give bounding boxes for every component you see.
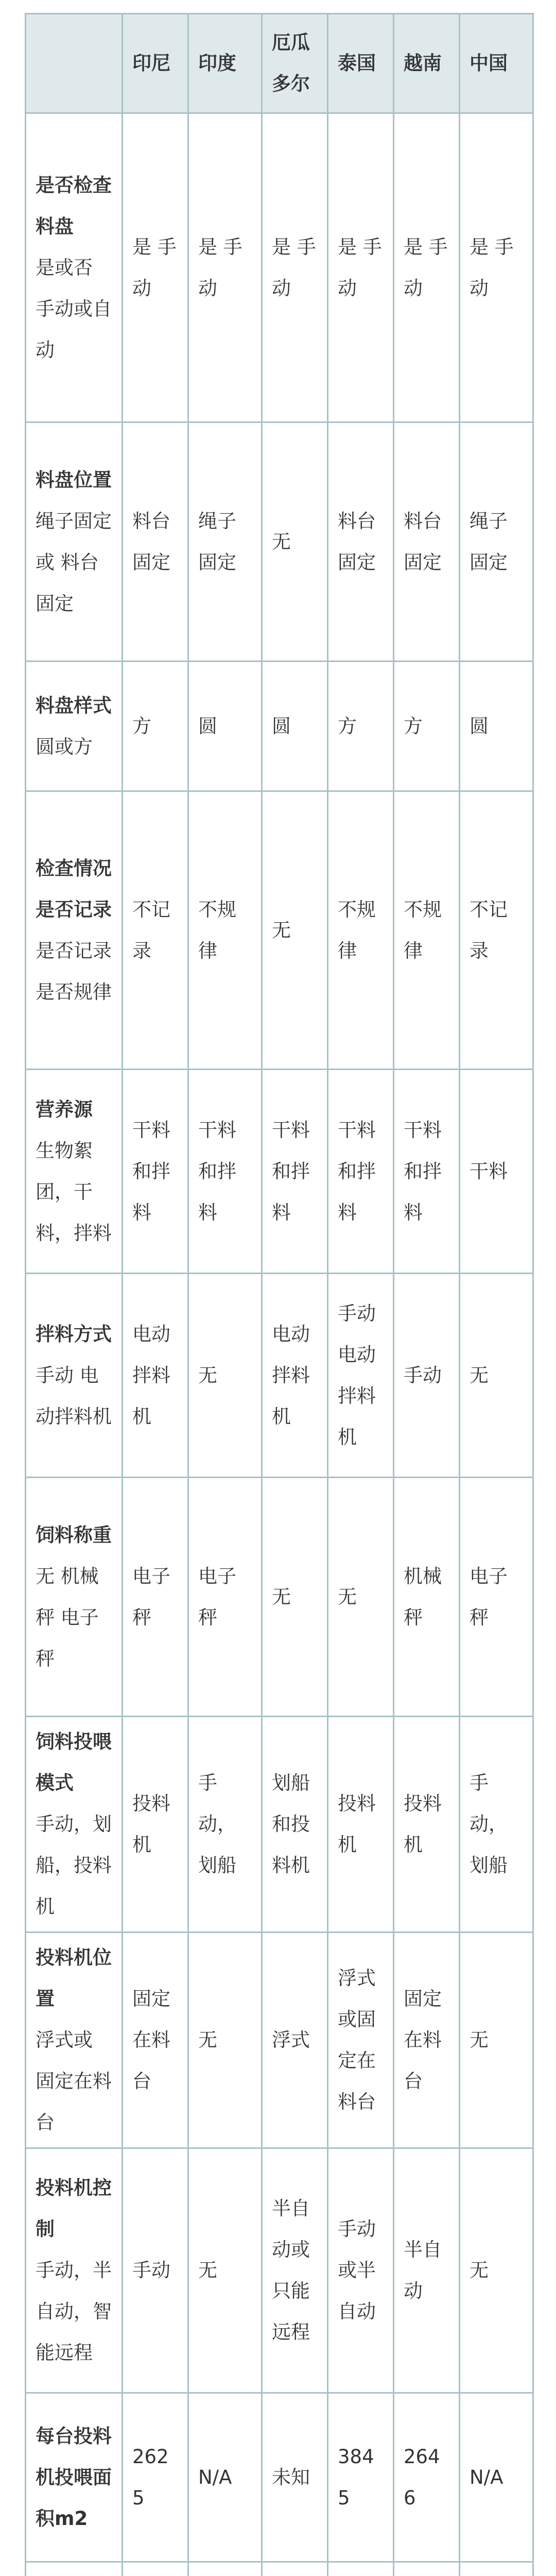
row-title: 营养源 <box>36 1098 93 1121</box>
cell-thailand: 方 <box>328 662 394 791</box>
cell-ecuador: 无 <box>262 791 328 1070</box>
row-header <box>26 2562 123 2576</box>
cell-india: 绳子固定 <box>188 422 262 662</box>
row-subtitle: 无 机械秤 电子秤 <box>36 1565 99 1670</box>
row-header <box>26 1933 123 2148</box>
table-row <box>26 2562 533 2576</box>
cell-indonesia: 手动 <box>123 2148 188 2393</box>
table-row <box>26 2393 533 2562</box>
cell-india <box>188 2562 262 2576</box>
table-row <box>26 791 533 1070</box>
cell-ecuador: 无 <box>262 1478 328 1717</box>
cell-indonesia: 固定在料台 <box>123 1933 188 2148</box>
table-row <box>26 2148 533 2393</box>
row-header <box>26 1717 123 1933</box>
cell-china: 不记录 <box>460 791 533 1070</box>
cell-ecuador: 是 手动 <box>262 113 328 422</box>
cell-ecuador: 电动拌料机 <box>262 1274 328 1478</box>
row-title: 拌料方式 <box>36 1323 112 1345</box>
row-title: 是否检查料盘 <box>36 174 112 238</box>
row-header <box>26 1274 123 1478</box>
cell-ecuador: 划船和投料机 <box>262 1717 328 1933</box>
row-subtitle: 是否记录 是否规律 <box>36 939 112 1003</box>
cell-vietnam: 干料和拌料 <box>394 1070 460 1274</box>
row-header <box>26 791 123 1070</box>
row-title: 料盘位置 <box>36 468 112 491</box>
cell-indonesia: 不记录 <box>123 791 188 1070</box>
row-title: 每台投料机投喂面积m2 <box>36 2425 112 2530</box>
cell-india: 无 <box>188 1933 262 2148</box>
row-subtitle: 是或否 手动或自动 <box>36 256 112 361</box>
row-subtitle: 手动 电动拌料机 <box>36 1364 112 1428</box>
cell-vietnam <box>394 2562 460 2576</box>
header-ecuador: 厄瓜多尔 <box>262 14 328 113</box>
header-china: 中国 <box>460 14 533 113</box>
cell-india: 是 手动 <box>188 113 262 422</box>
cell-indonesia: 料台固定 <box>123 422 188 662</box>
table-row <box>26 662 533 791</box>
row-header <box>26 1070 123 1274</box>
row-title: 投料机控制 <box>36 2177 112 2240</box>
cell-india: N/A <box>188 2393 262 2562</box>
header-indonesia: 印尼 <box>123 14 188 113</box>
cell-india: 不规律 <box>188 791 262 1070</box>
row-title: 饲料称重 <box>36 1523 112 1546</box>
row-subtitle: 手动，半自动，智能远程 <box>36 2259 112 2364</box>
cell-china: 无 <box>460 2148 533 2393</box>
row-header <box>26 422 123 662</box>
cell-thailand: 手动 电动拌料机 <box>328 1274 394 1478</box>
cell-china: 圆 <box>460 662 533 791</box>
cell-ecuador <box>262 2562 328 2576</box>
row-subtitle: 圆或方 <box>36 735 93 758</box>
cell-thailand: 不规律 <box>328 791 394 1070</box>
header-thailand: 泰国 <box>328 14 394 113</box>
cell-vietnam: 固定在料台 <box>394 1933 460 2148</box>
cell-indonesia <box>123 2562 188 2576</box>
cell-indonesia: 干料和拌料 <box>123 1070 188 1274</box>
cell-china <box>460 2562 533 2576</box>
row-header <box>26 113 123 422</box>
table-row <box>26 113 533 422</box>
cell-china: 干料 <box>460 1070 533 1274</box>
row-header <box>26 2393 123 2562</box>
cell-china: 绳子固定 <box>460 422 533 662</box>
cell-vietnam: 2646 <box>394 2393 460 2562</box>
table-row <box>26 1933 533 2148</box>
row-subtitle: 手动，划船，投料机 <box>36 1813 112 1918</box>
cell-thailand <box>328 2562 394 2576</box>
table-row <box>26 1478 533 1717</box>
row-title: 检查情况是否记录 <box>36 857 112 921</box>
table-row <box>26 1717 533 1933</box>
table-row <box>26 422 533 662</box>
row-title: 投料机位置 <box>36 1946 112 2010</box>
row-header <box>26 662 123 791</box>
cell-ecuador: 干料和拌料 <box>262 1070 328 1274</box>
cell-ecuador: 浮式 <box>262 1933 328 2148</box>
cell-vietnam: 半自动 <box>394 2148 460 2393</box>
cell-china: 电子秤 <box>460 1478 533 1717</box>
cell-china: 无 <box>460 1274 533 1478</box>
cell-thailand: 是 手动 <box>328 113 394 422</box>
cell-china: 手动，划船 <box>460 1717 533 1933</box>
row-subtitle: 绳子固定或 料台固定 <box>36 510 112 615</box>
row-subtitle: 生物絮团，干料，拌料 <box>36 1139 112 1244</box>
cell-vietnam: 手动 <box>394 1274 460 1478</box>
cell-indonesia: 电动拌料机 <box>123 1274 188 1478</box>
cell-thailand: 浮式或固定在料台 <box>328 1933 394 2148</box>
cell-china: N/A <box>460 2393 533 2562</box>
cell-china: 是 手动 <box>460 113 533 422</box>
cell-ecuador: 未知 <box>262 2393 328 2562</box>
cell-india: 圆 <box>188 662 262 791</box>
cell-thailand: 无 <box>328 1478 394 1717</box>
row-subtitle: 浮式或 固定在料台 <box>36 2029 112 2133</box>
cell-india: 手动，划船 <box>188 1717 262 1933</box>
cell-indonesia: 2625 <box>123 2393 188 2562</box>
row-header <box>26 1478 123 1717</box>
header-corner <box>26 14 123 113</box>
cell-vietnam: 投料机 <box>394 1717 460 1933</box>
cell-vietnam: 机械秤 <box>394 1478 460 1717</box>
header-vietnam: 越南 <box>394 14 460 113</box>
cell-thailand: 投料机 <box>328 1717 394 1933</box>
cell-indonesia: 投料机 <box>123 1717 188 1933</box>
cell-ecuador: 半自动或只能远程 <box>262 2148 328 2393</box>
cell-vietnam: 方 <box>394 662 460 791</box>
header-row <box>26 14 533 113</box>
cell-india: 无 <box>188 1274 262 1478</box>
cell-ecuador: 圆 <box>262 662 328 791</box>
cell-vietnam: 是 手动 <box>394 113 460 422</box>
cell-vietnam: 不规律 <box>394 791 460 1070</box>
cell-thailand: 干料和拌料 <box>328 1070 394 1274</box>
cell-india: 无 <box>188 2148 262 2393</box>
cell-thailand: 手动或半自动 <box>328 2148 394 2393</box>
row-header <box>26 2148 123 2393</box>
row-title: 饲料投喂模式 <box>36 1731 112 1794</box>
table-row <box>26 1274 533 1478</box>
header-india: 印度 <box>188 14 262 113</box>
cell-thailand: 3845 <box>328 2393 394 2562</box>
cell-ecuador: 无 <box>262 422 328 662</box>
cell-china: 无 <box>460 1933 533 2148</box>
cell-indonesia: 方 <box>123 662 188 791</box>
comparison-table <box>25 13 534 2576</box>
row-title: 料盘样式 <box>36 694 112 717</box>
table-row <box>26 1070 533 1274</box>
cell-indonesia: 电子秤 <box>123 1478 188 1717</box>
cell-thailand: 料台固定 <box>328 422 394 662</box>
cell-india: 电子秤 <box>188 1478 262 1717</box>
cell-indonesia: 是 手动 <box>123 113 188 422</box>
cell-vietnam: 料台固定 <box>394 422 460 662</box>
cell-india: 干料和拌料 <box>188 1070 262 1274</box>
